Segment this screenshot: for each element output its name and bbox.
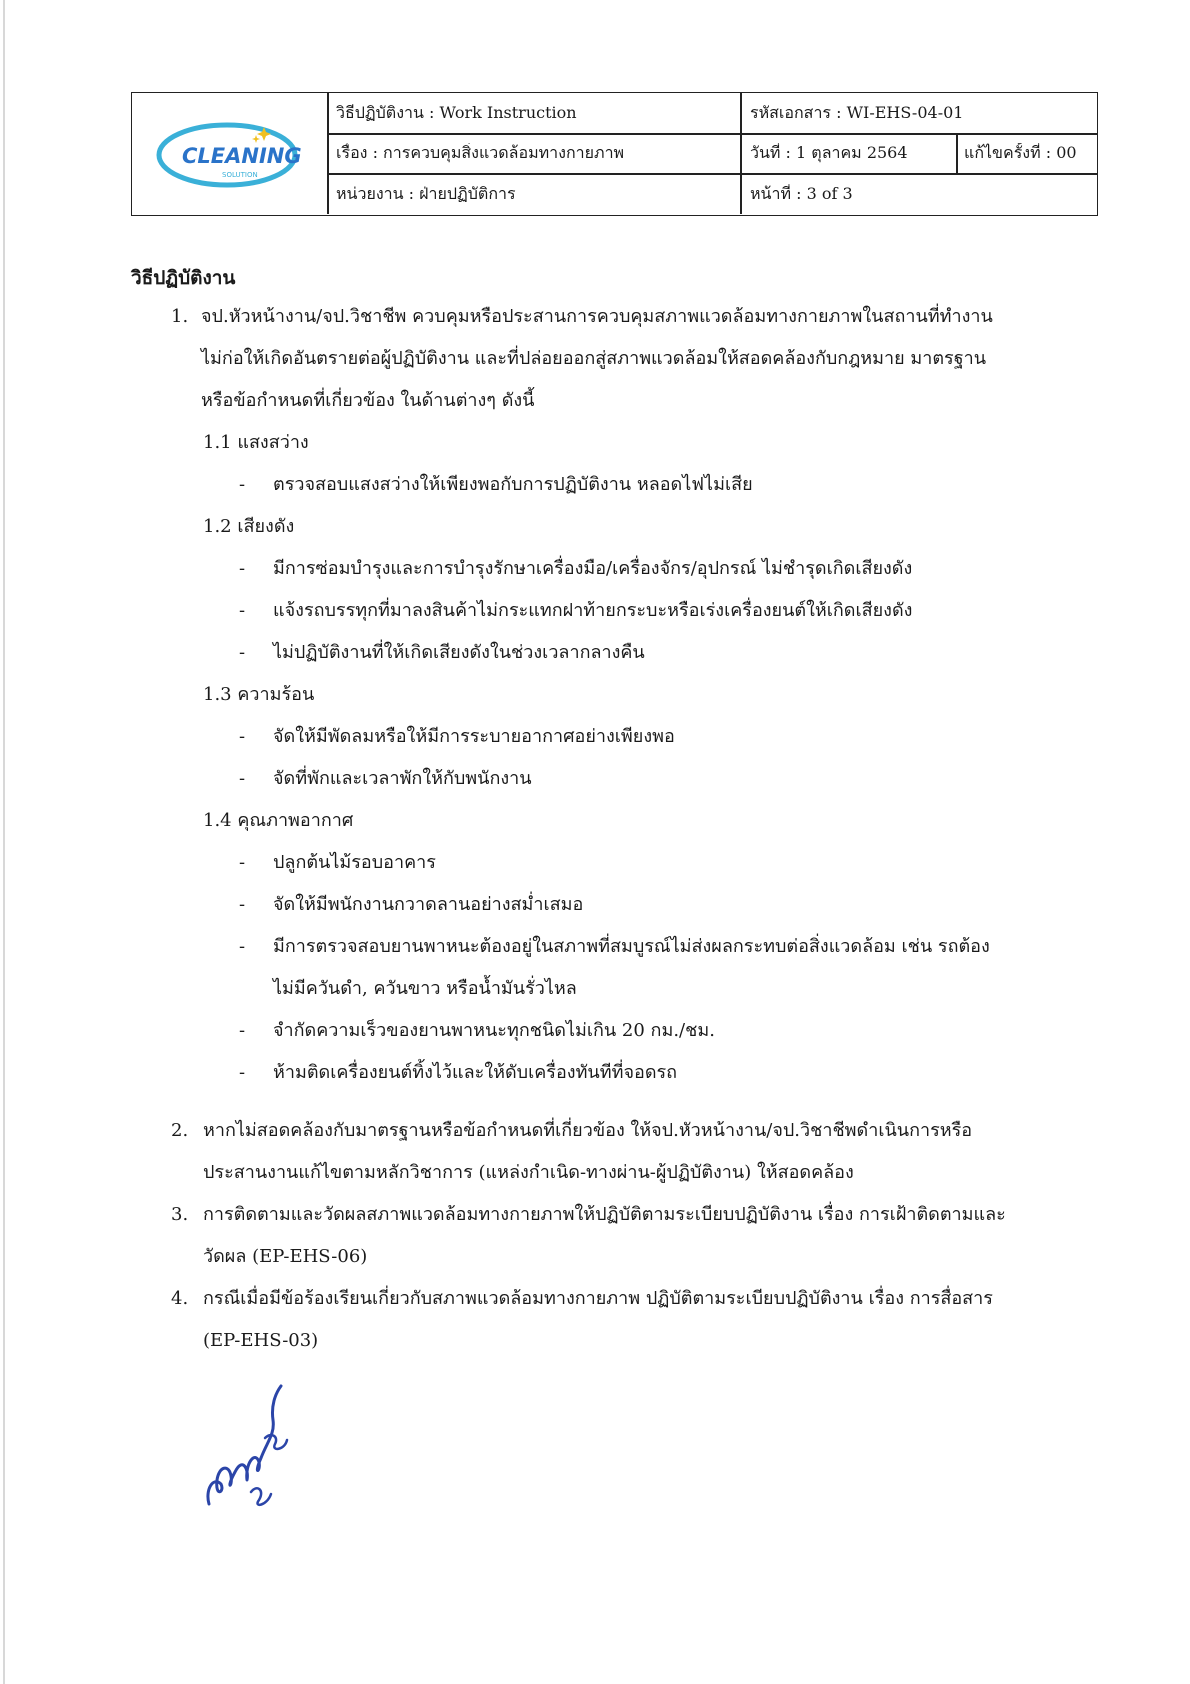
bullet-dash: - — [239, 936, 246, 957]
bullet-dash: - — [239, 1020, 246, 1041]
header-doc-code: รหัสเอกสาร : WI-EHS-04-01 — [750, 103, 964, 122]
bullet-text: มีการซ่อมบำรุงและการบำรุงรักษาเครื่องมือ/เครื่องจักร/อุปกรณ์ ไม่ชำรุดเกิดเสียงดัง — [273, 558, 913, 579]
bullet-dash: - — [239, 1062, 246, 1083]
header-subject: เรื่อง : การควบคุมสิ่งแวดล้อมทางกายภาพ — [336, 143, 625, 162]
handwritten-signature — [195, 1380, 305, 1520]
subsection-title: 1.3 ความร้อน — [203, 684, 315, 705]
svg-text:SOLUTION: SOLUTION — [222, 171, 258, 179]
scan-edge — [3, 0, 5, 1684]
bullet-text: จัดให้มีพัดลมหรือให้มีการระบายอากาศอย่างเพียงพอ — [273, 726, 675, 747]
bullet-text: ปลูกต้นไม้รอบอาคาร — [273, 852, 436, 873]
bullet-continuation: ไม่มีควันดำ, ควันขาว หรือน้ำมันรั่วไหล — [273, 978, 577, 999]
svg-text:CLEANING: CLEANING — [182, 144, 302, 168]
bullet-dash: - — [239, 852, 246, 873]
document-header-table — [131, 92, 1098, 216]
bullet-text: ไม่ปฏิบัติงานที่ให้เกิดเสียงดังในช่วงเวลากลางคืน — [273, 642, 645, 663]
item-number: 2. — [171, 1120, 189, 1141]
item1-line2: ไม่ก่อให้เกิดอันตรายต่อผู้ปฏิบัติงาน และที่ปล่อยออกสู่สภาพแวดล้อมให้สอดคล้องกับกฎหมาย มาตรฐาน — [201, 348, 987, 369]
bullet-text: มีการตรวจสอบยานพาหนะต้องอยู่ในสภาพที่สมบูรณ์ไม่ส่งผลกระทบต่อสิ่งแวดล้อม เช่น รถต้อง — [273, 936, 990, 957]
bullet-dash: - — [239, 558, 246, 579]
subsection-title: 1.1 แสงสว่าง — [203, 432, 309, 453]
bullet-dash: - — [239, 600, 246, 621]
bullet-text: จำกัดความเร็วของยานพาหนะทุกชนิดไม่เกิน 20 กม./ชม. — [273, 1020, 715, 1041]
header-revision: แก้ไขครั้งที่ : 00 — [964, 143, 1077, 162]
item1-line3: หรือข้อกำหนดที่เกี่ยวข้อง ในด้านต่างๆ ดังนี้ — [201, 390, 535, 411]
subsection-title: 1.4 คุณภาพอากาศ — [203, 810, 354, 831]
subsection-title: 1.2 เสียงดัง — [203, 516, 295, 537]
header-department: หน่วยงาน : ฝ่ายปฏิบัติการ — [336, 184, 516, 203]
item3-line1: การติดตามและวัดผลสภาพแวดล้อมทางกายภาพให้ปฏิบัติตามระเบียบปฏิบัติงาน เรื่อง การเฝ้าติดตามและ — [203, 1204, 1006, 1225]
company-logo — [152, 109, 302, 199]
item2-line2: ประสานงานแก้ไขตามหลักวิชาการ (แหล่งกำเนิด-ทางผ่าน-ผู้ปฏิบัติงาน) ให้สอดคล้อง — [203, 1162, 854, 1183]
item1-line1: จป.หัวหน้างาน/จป.วิชาชีพ ควบคุมหรือประสานการควบคุมสภาพแวดล้อมทางกายภาพในสถานที่ทำงาน — [201, 306, 993, 327]
item-number: 4. — [171, 1288, 189, 1309]
bullet-text: จัดที่พักและเวลาพักให้กับพนักงาน — [273, 768, 532, 789]
header-title: วิธีปฏิบัติงาน : Work Instruction — [336, 103, 577, 122]
bullet-text: จัดให้มีพนักงานกวาดลานอย่างสม่ำเสมอ — [273, 894, 584, 915]
bullet-dash: - — [239, 726, 246, 747]
item-number: 1. — [171, 306, 189, 327]
bullet-dash: - — [239, 768, 246, 789]
item4-line2: (EP-EHS-03) — [203, 1330, 319, 1351]
item3-line2: วัดผล (EP-EHS-06) — [203, 1246, 368, 1267]
bullet-dash: - — [239, 894, 246, 915]
section-title: วิธีปฏิบัติงาน — [131, 267, 236, 289]
bullet-dash: - — [239, 642, 246, 663]
bullet-dash: - — [239, 474, 246, 495]
bullet-text: ห้ามติดเครื่องยนต์ทิ้งไว้และให้ดับเครื่องทันทีที่จอดรถ — [273, 1062, 678, 1083]
header-page: หน้าที่ : 3 of 3 — [750, 184, 853, 203]
item2-line1: หากไม่สอดคล้องกับมาตรฐานหรือข้อกำหนดที่เกี่ยวข้อง ให้จป.หัวหน้างาน/จป.วิชาชีพดำเนินการหรือ — [203, 1120, 973, 1141]
header-date: วันที่ : 1 ตุลาคม 2564 — [750, 143, 908, 162]
item4-line1: กรณีเมื่อมีข้อร้องเรียนเกี่ยวกับสภาพแวดล้อมทางกายภาพ ปฏิบัติตามระเบียบปฏิบัติงาน เรื่อง การสื่อสาร — [203, 1288, 993, 1309]
bullet-text: แจ้งรถบรรทุกที่มาลงสินค้าไม่กระแทกฝาท้ายกระบะหรือเร่งเครื่องยนต์ให้เกิดเสียงดัง — [273, 600, 913, 621]
item-number: 3. — [171, 1204, 189, 1225]
bullet-text: ตรวจสอบแสงสว่างให้เพียงพอกับการปฏิบัติงาน หลอดไฟไม่เสีย — [273, 474, 753, 495]
